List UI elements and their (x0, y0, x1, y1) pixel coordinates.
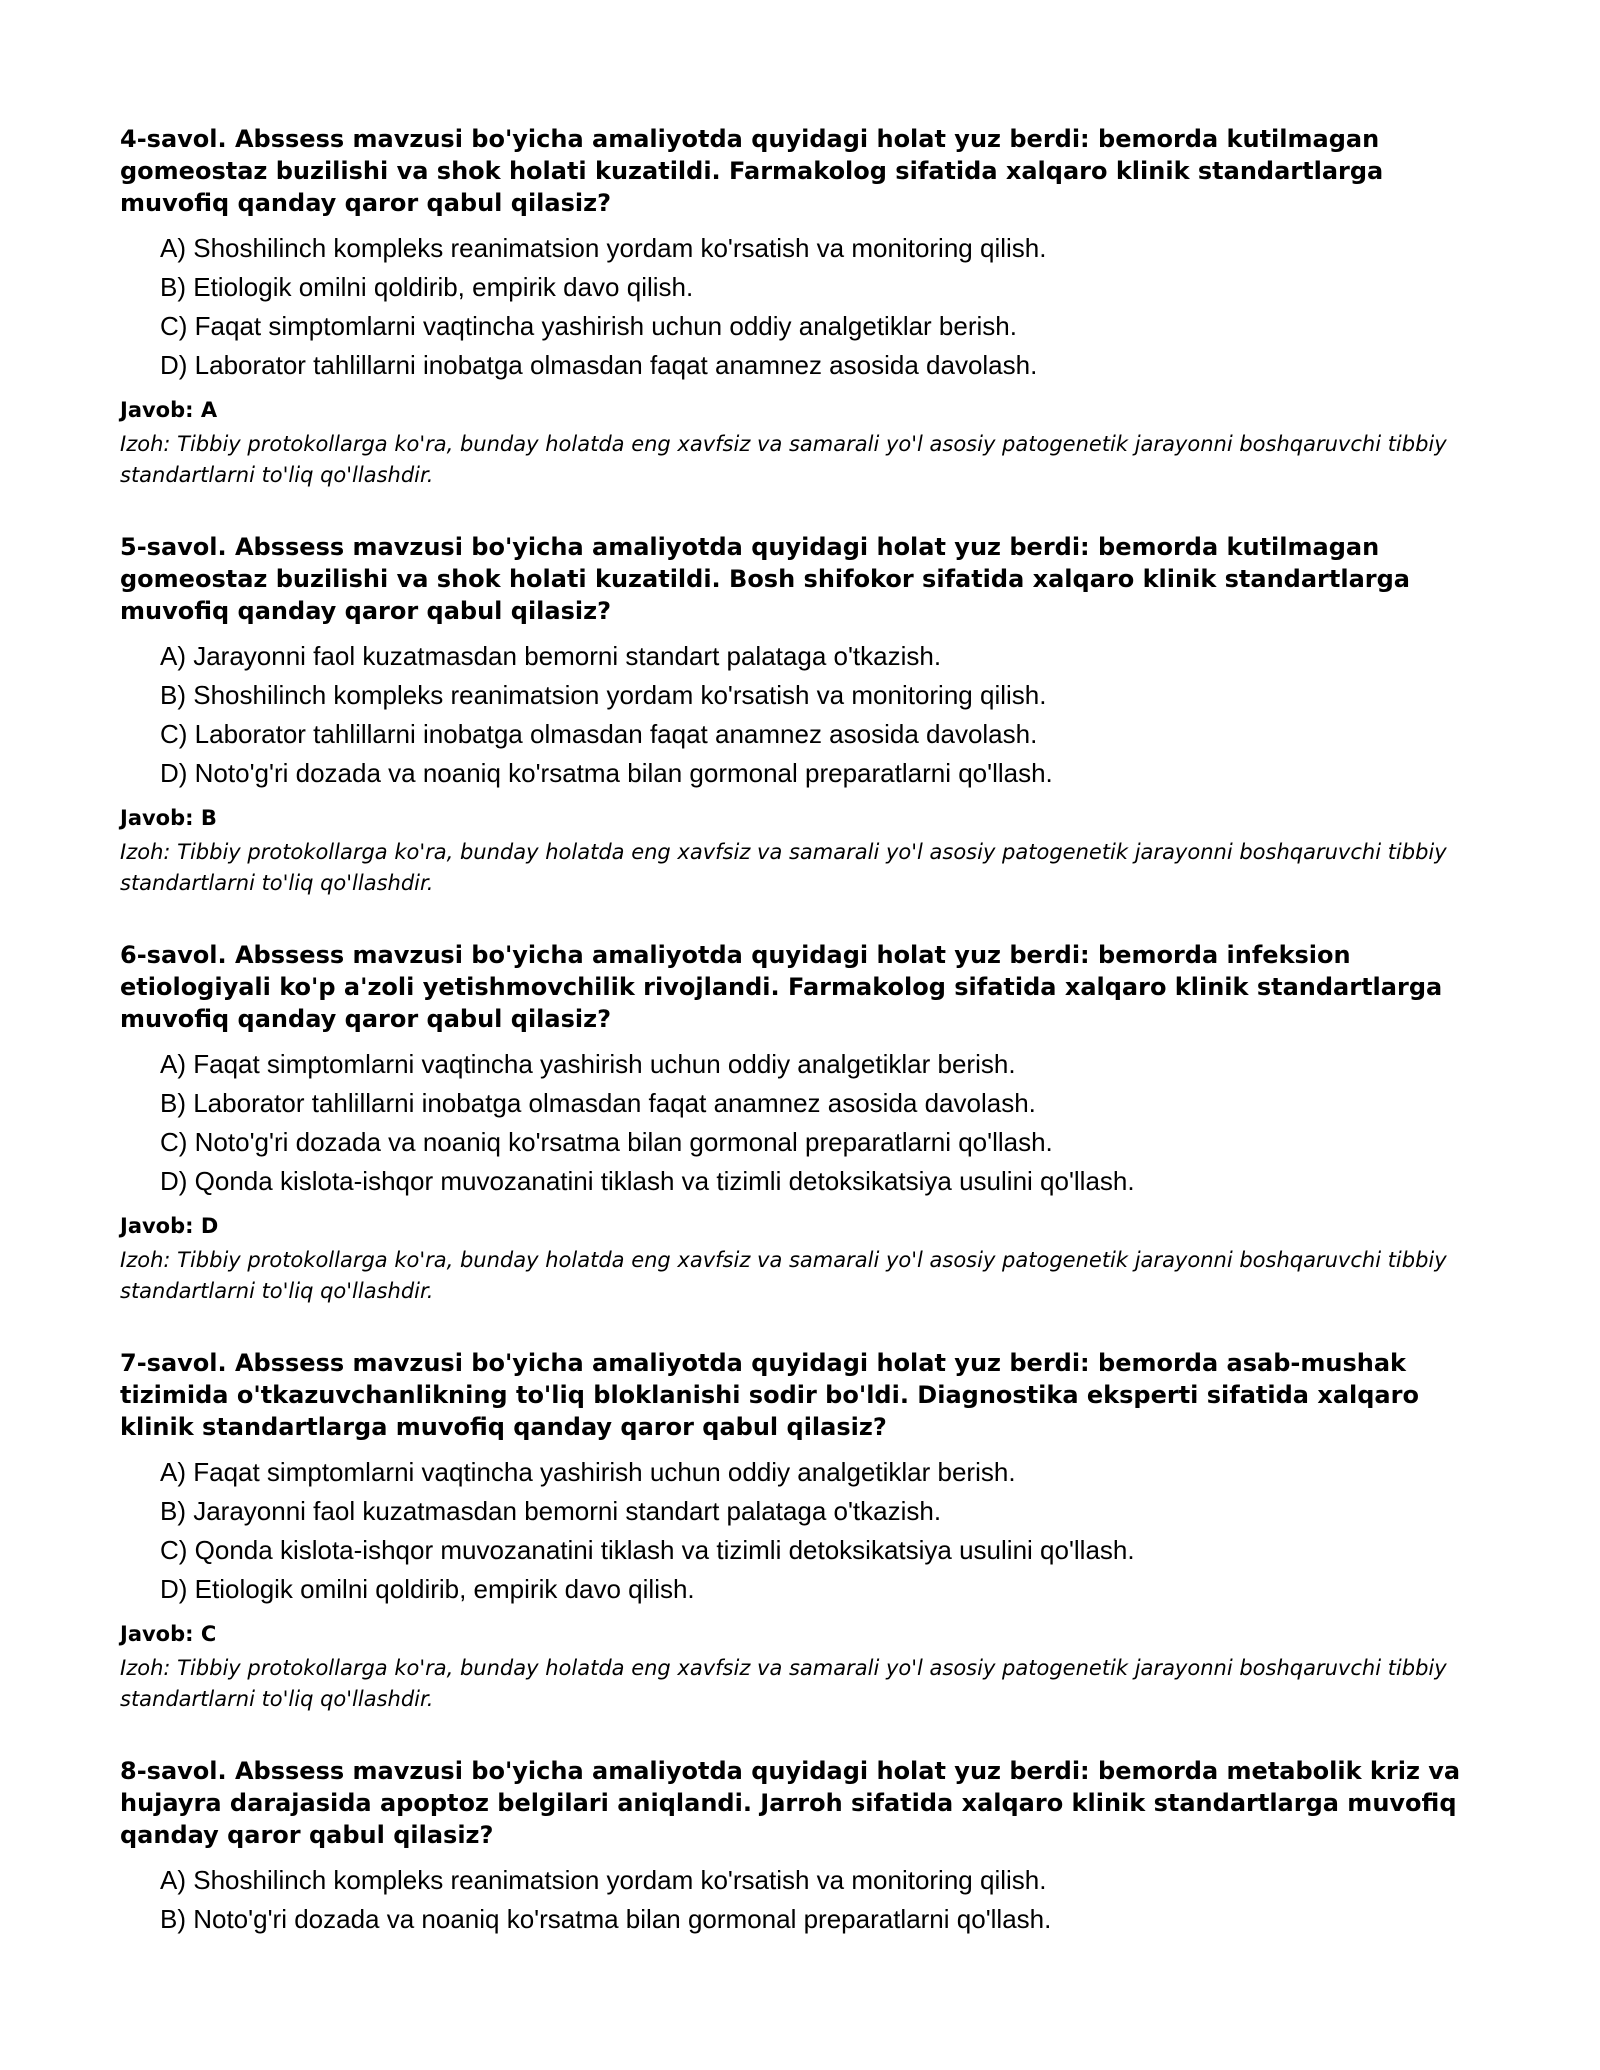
question-5 (120, 531, 1490, 899)
option-b: B) Shoshilinch kompleks reanimatsion yordam ko'rsatish va monitoring qilish. (160, 680, 1047, 710)
document-page (120, 123, 1490, 1979)
option-c: C) Qonda kislota-ishqor muvozanatini tiklash va tizimli detoksikatsiya usulini qo'llash. (160, 1535, 1135, 1565)
explanation-note: Izoh: Tibbiy protokollarga ko'ra, bunday holatda eng xavfsiz va samarali yo'l asosiy patogenetik jarayonni boshqaruvchi tibbiy standartlarni to'liq qo'llashdir. (120, 1248, 1447, 1303)
question-6 (120, 939, 1490, 1307)
option-b: B) Noto'g'ri dozada va noaniq ko'rsatma bilan gormonal preparatlarni qo'llash. (160, 1904, 1052, 1934)
explanation-note: Izoh: Tibbiy protokollarga ko'ra, bunday holatda eng xavfsiz va samarali yo'l asosiy patogenetik jarayonni boshqaruvchi tibbiy standartlarni to'liq qo'llashdir. (120, 840, 1447, 895)
option-a: A) Faqat simptomlarni vaqtincha yashirish uchun oddiy analgetiklar berish. (160, 1457, 1016, 1487)
option-c: C) Noto'g'ri dozada va noaniq ko'rsatma bilan gormonal preparatlarni qo'llash. (160, 1127, 1053, 1157)
question-title: 7-savol. Abssess mavzusi bo'yicha amaliyotda quyidagi holat yuz berdi: bemorda asab-mushak tizimida o'tkazuvchanlikning to'liq bloklanishi sodir bo'ldi. Diagnostika eksperti sifatida xalqaro klinik standartlarga muvofiq qanday qaror qabul qilasiz? (120, 1349, 1419, 1441)
option-d: D) Qonda kislota-ishqor muvozanatini tiklash va tizimli detoksikatsiya usulini qo'llash. (160, 1166, 1135, 1196)
answer-label: Javob: B (120, 806, 217, 830)
explanation-note: Izoh: Tibbiy protokollarga ko'ra, bunday holatda eng xavfsiz va samarali yo'l asosiy patogenetik jarayonni boshqaruvchi tibbiy standartlarni to'liq qo'llashdir. (120, 1656, 1447, 1711)
option-list (120, 1453, 1490, 1609)
option-a: A) Faqat simptomlarni vaqtincha yashirish uchun oddiy analgetiklar berish. (160, 1049, 1016, 1079)
option-list (120, 1045, 1490, 1201)
option-b: B) Jarayonni faol kuzatmasdan bemorni standart palataga o'tkazish. (160, 1496, 942, 1526)
answer-label: Javob: D (120, 1214, 219, 1238)
option-c: C) Faqat simptomlarni vaqtincha yashirish uchun oddiy analgetiklar berish. (160, 311, 1017, 341)
question-title: 8-savol. Abssess mavzusi bo'yicha amaliyotda quyidagi holat yuz berdi: bemorda metabolik kriz va hujayra darajasida apoptoz belgilari aniqlandi. Jarroh sifatida xalqaro klinik standartlarga muvofiq qanday qaror qabul qilasiz? (120, 1757, 1461, 1849)
question-7 (120, 1347, 1490, 1715)
question-4 (120, 123, 1490, 491)
option-b: B) Laborator tahlillarni inobatga olmasdan faqat anamnez asosida davolash. (160, 1088, 1036, 1118)
option-d: D) Laborator tahlillarni inobatga olmasdan faqat anamnez asosida davolash. (160, 350, 1038, 380)
explanation-note: Izoh: Tibbiy protokollarga ko'ra, bunday holatda eng xavfsiz va samarali yo'l asosiy patogenetik jarayonni boshqaruvchi tibbiy standartlarni to'liq qo'llashdir. (120, 432, 1447, 487)
option-a: A) Shoshilinch kompleks reanimatsion yordam ko'rsatish va monitoring qilish. (160, 1865, 1047, 1895)
option-d: D) Noto'g'ri dozada va noaniq ko'rsatma bilan gormonal preparatlarni qo'llash. (160, 758, 1053, 788)
answer-label: Javob: C (120, 1622, 217, 1646)
option-b: B) Etiologik omilni qoldirib, empirik davo qilish. (160, 272, 694, 302)
answer-label: Javob: A (120, 398, 218, 422)
option-c: C) Laborator tahlillarni inobatga olmasdan faqat anamnez asosida davolash. (160, 719, 1038, 749)
option-a: A) Shoshilinch kompleks reanimatsion yordam ko'rsatish va monitoring qilish. (160, 233, 1047, 263)
option-a: A) Jarayonni faol kuzatmasdan bemorni standart palataga o'tkazish. (160, 641, 942, 671)
question-title: 6-savol. Abssess mavzusi bo'yicha amaliyotda quyidagi holat yuz berdi: bemorda infeksion etiologiyali ko'p a'zoli yetishmovchilik rivojlandi. Farmakolog sifatida xalqaro klinik standartlarga muvofiq qanday qaror qabul qilasiz? (120, 941, 1443, 1033)
question-title: 5-savol. Abssess mavzusi bo'yicha amaliyotda quyidagi holat yuz berdi: bemorda kutilmagan gomeostaz buzilishi va shok holati kuzatildi. Bosh shifokor sifatida xalqaro klinik standartlarga muvofiq qanday qaror qabul qilasiz? (120, 533, 1410, 625)
option-list (120, 1861, 1490, 1939)
question-8 (120, 1755, 1490, 1939)
option-d: D) Etiologik omilni qoldirib, empirik davo qilish. (160, 1574, 695, 1604)
option-list (120, 229, 1490, 385)
option-list (120, 637, 1490, 793)
question-title: 4-savol. Abssess mavzusi bo'yicha amaliyotda quyidagi holat yuz berdi: bemorda kutilmagan gomeostaz buzilishi va shok holati kuzatildi. Farmakolog sifatida xalqaro klinik standartlarga muvofiq qanday qaror qabul qilasiz? (120, 125, 1384, 217)
